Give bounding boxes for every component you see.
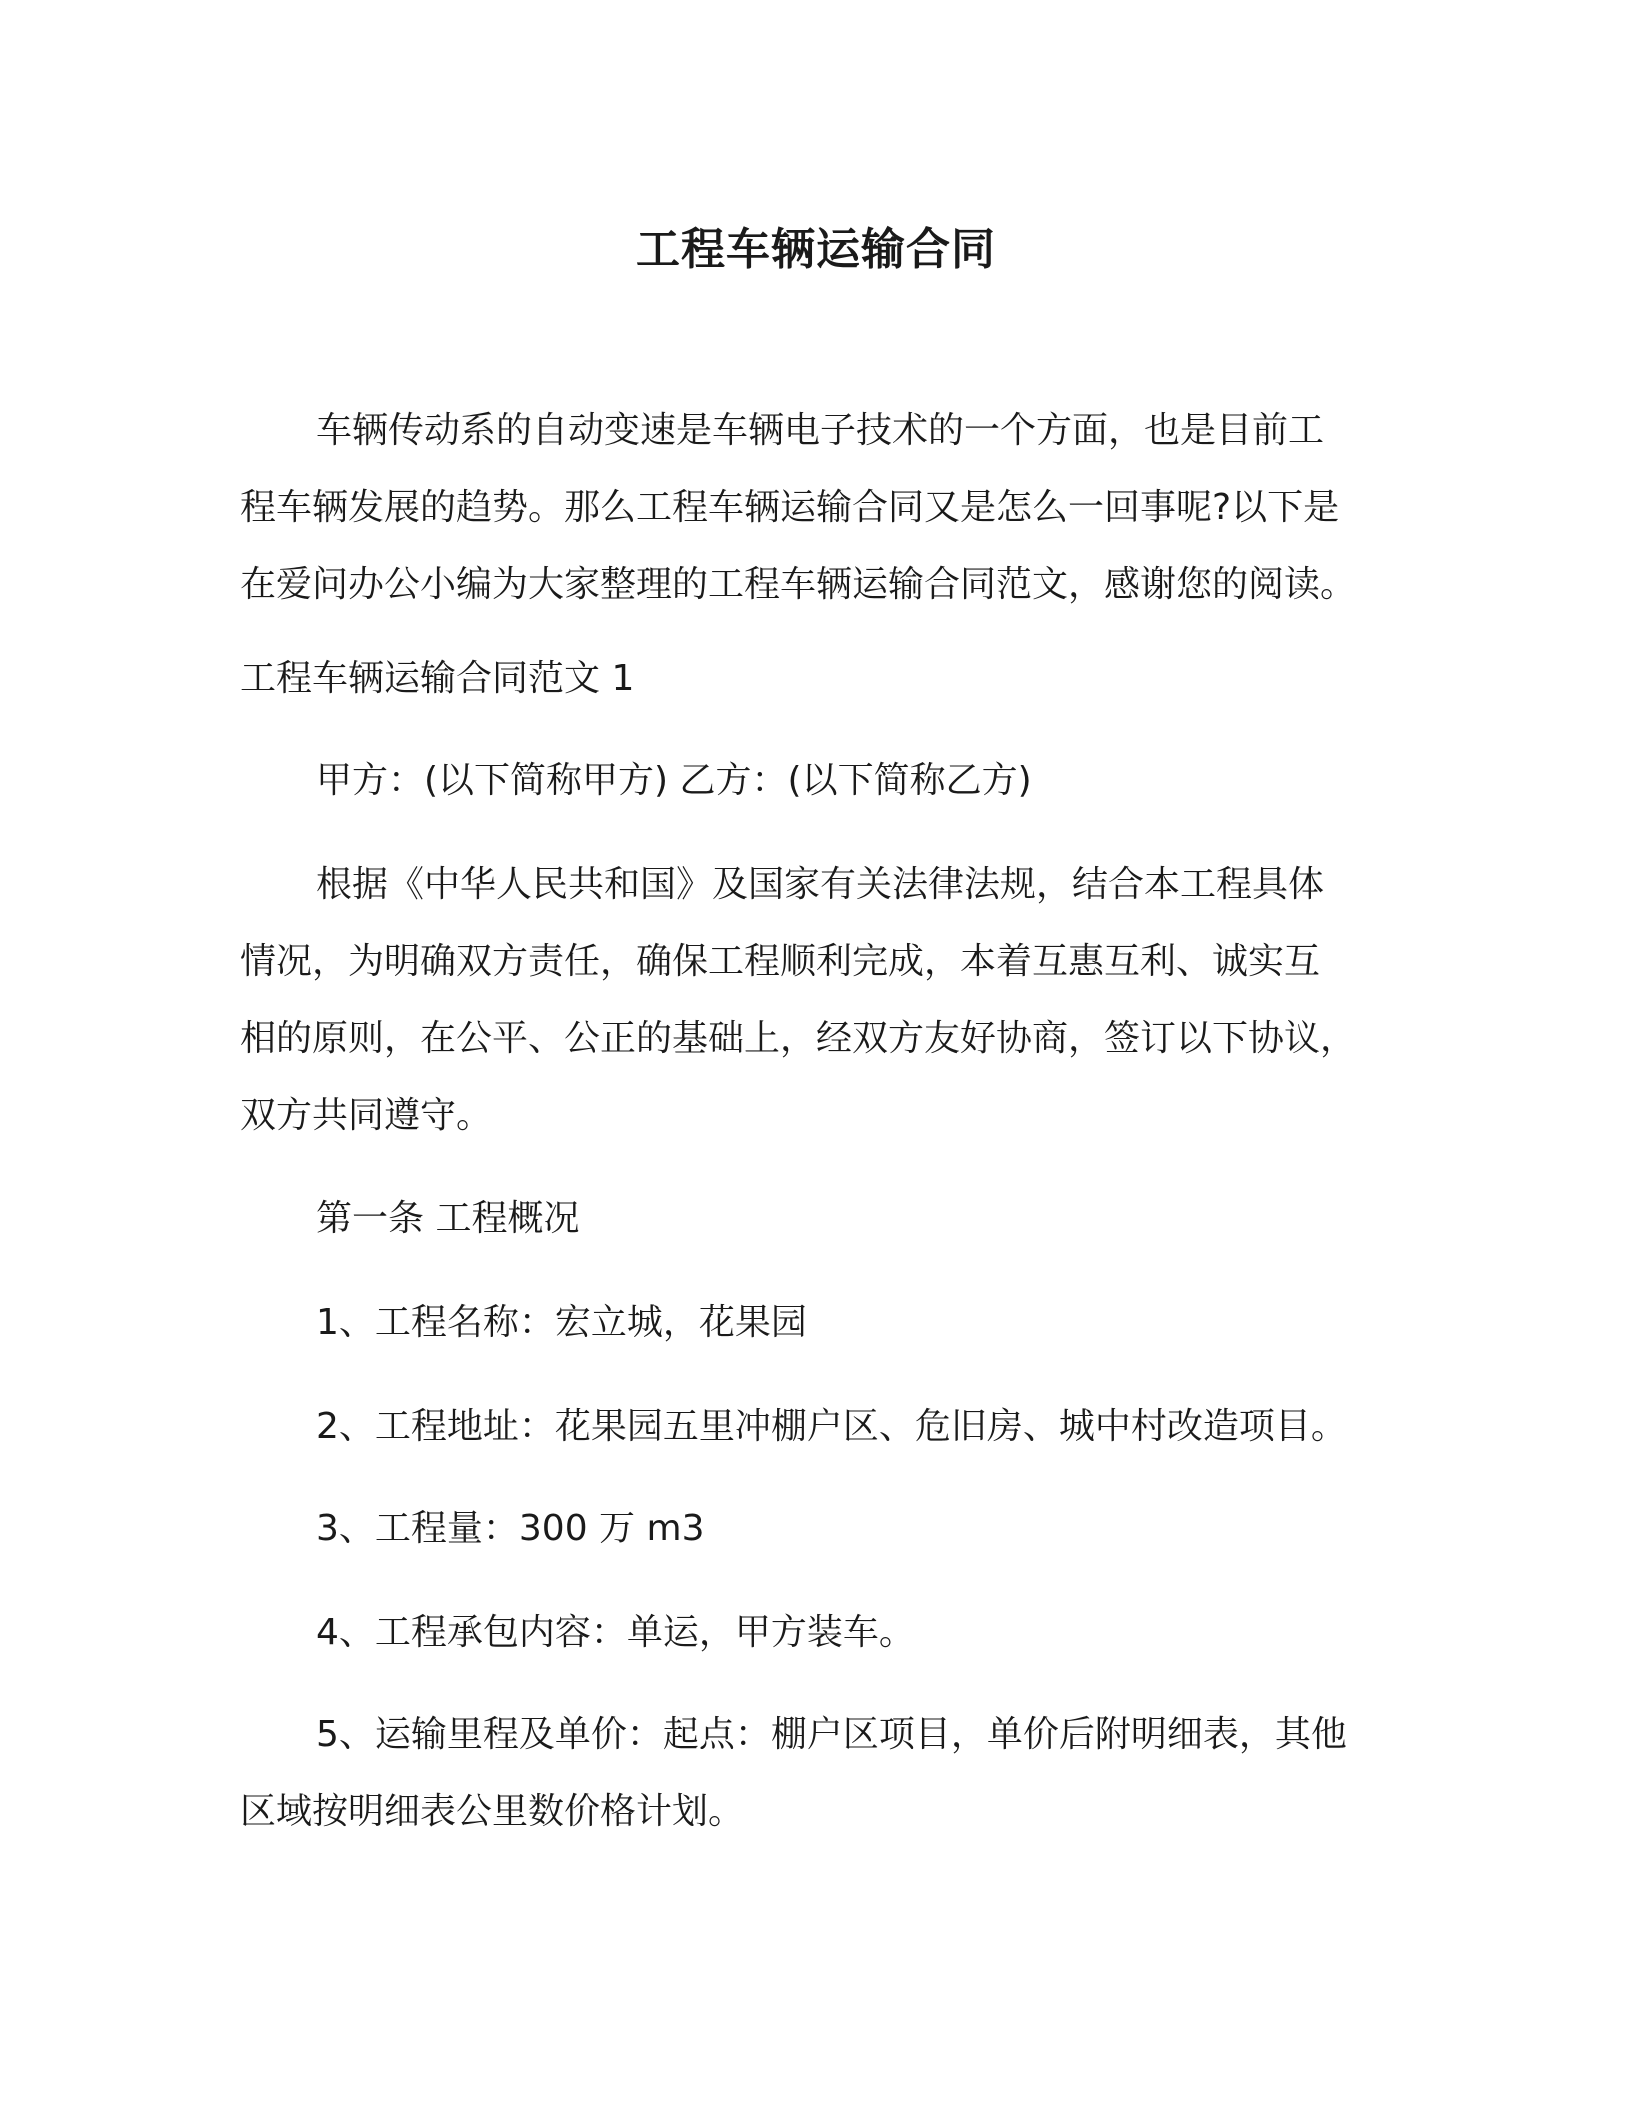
parties-text: 甲方：(以下简称甲方) 乙方：(以下简称乙方) bbox=[316, 760, 1032, 801]
list-item bbox=[240, 1490, 1390, 1567]
intro-line-2: 程车辆发展的趋势。那么工程车辆运输合同又是怎么一回事呢?以下是 bbox=[240, 487, 1340, 528]
intro-paragraph bbox=[240, 392, 1390, 623]
list-item bbox=[240, 1594, 1390, 1671]
section-heading-text: 工程车辆运输合同范文 1 bbox=[240, 658, 635, 699]
section-heading bbox=[240, 640, 1390, 717]
preamble-line-2: 情况，为明确双方责任，确保工程顺利完成，本着互惠互利、诚实互 bbox=[240, 941, 1321, 982]
item-1-text: 1、工程名称：宏立城，花果园 bbox=[316, 1302, 807, 1343]
parties-paragraph bbox=[240, 742, 1390, 819]
intro-line-1: 车辆传动系的自动变速是车辆电子技术的一个方面，也是目前工 bbox=[316, 410, 1325, 451]
item-5-line-2: 区域按明细表公里数价格计划。 bbox=[240, 1791, 745, 1832]
preamble-line-4: 双方共同遵守。 bbox=[240, 1095, 493, 1136]
list-item bbox=[240, 1388, 1390, 1465]
preamble-line-1: 根据《中华人民共和国》及国家有关法律法规，结合本工程具体 bbox=[316, 864, 1325, 905]
item-4-text: 4、工程承包内容：单运，甲方装车。 bbox=[316, 1612, 915, 1653]
document-title: 工程车辆运输合同 bbox=[636, 224, 996, 275]
list-item bbox=[240, 1284, 1390, 1361]
item-2-text: 2、工程地址：花果园五里冲棚户区、危旧房、城中村改造项目。 bbox=[316, 1406, 1347, 1447]
intro-line-3: 在爱问办公小编为大家整理的工程车辆运输合同范文，感谢您的阅读。 bbox=[240, 564, 1357, 605]
item-5-line-1: 5、运输里程及单价：起点：棚户区项目，单价后附明细表，其他 bbox=[316, 1714, 1347, 1755]
preamble-paragraph bbox=[240, 846, 1390, 1154]
item-3-text: 3、工程量：300 万 m3 bbox=[316, 1508, 705, 1549]
article-1-heading bbox=[240, 1180, 1390, 1257]
list-item bbox=[240, 1696, 1390, 1850]
preamble-line-3: 相的原则，在公平、公正的基础上，经双方友好协商，签订以下协议， bbox=[240, 1018, 1357, 1059]
article-1-heading-text: 第一条 工程概况 bbox=[316, 1198, 580, 1239]
